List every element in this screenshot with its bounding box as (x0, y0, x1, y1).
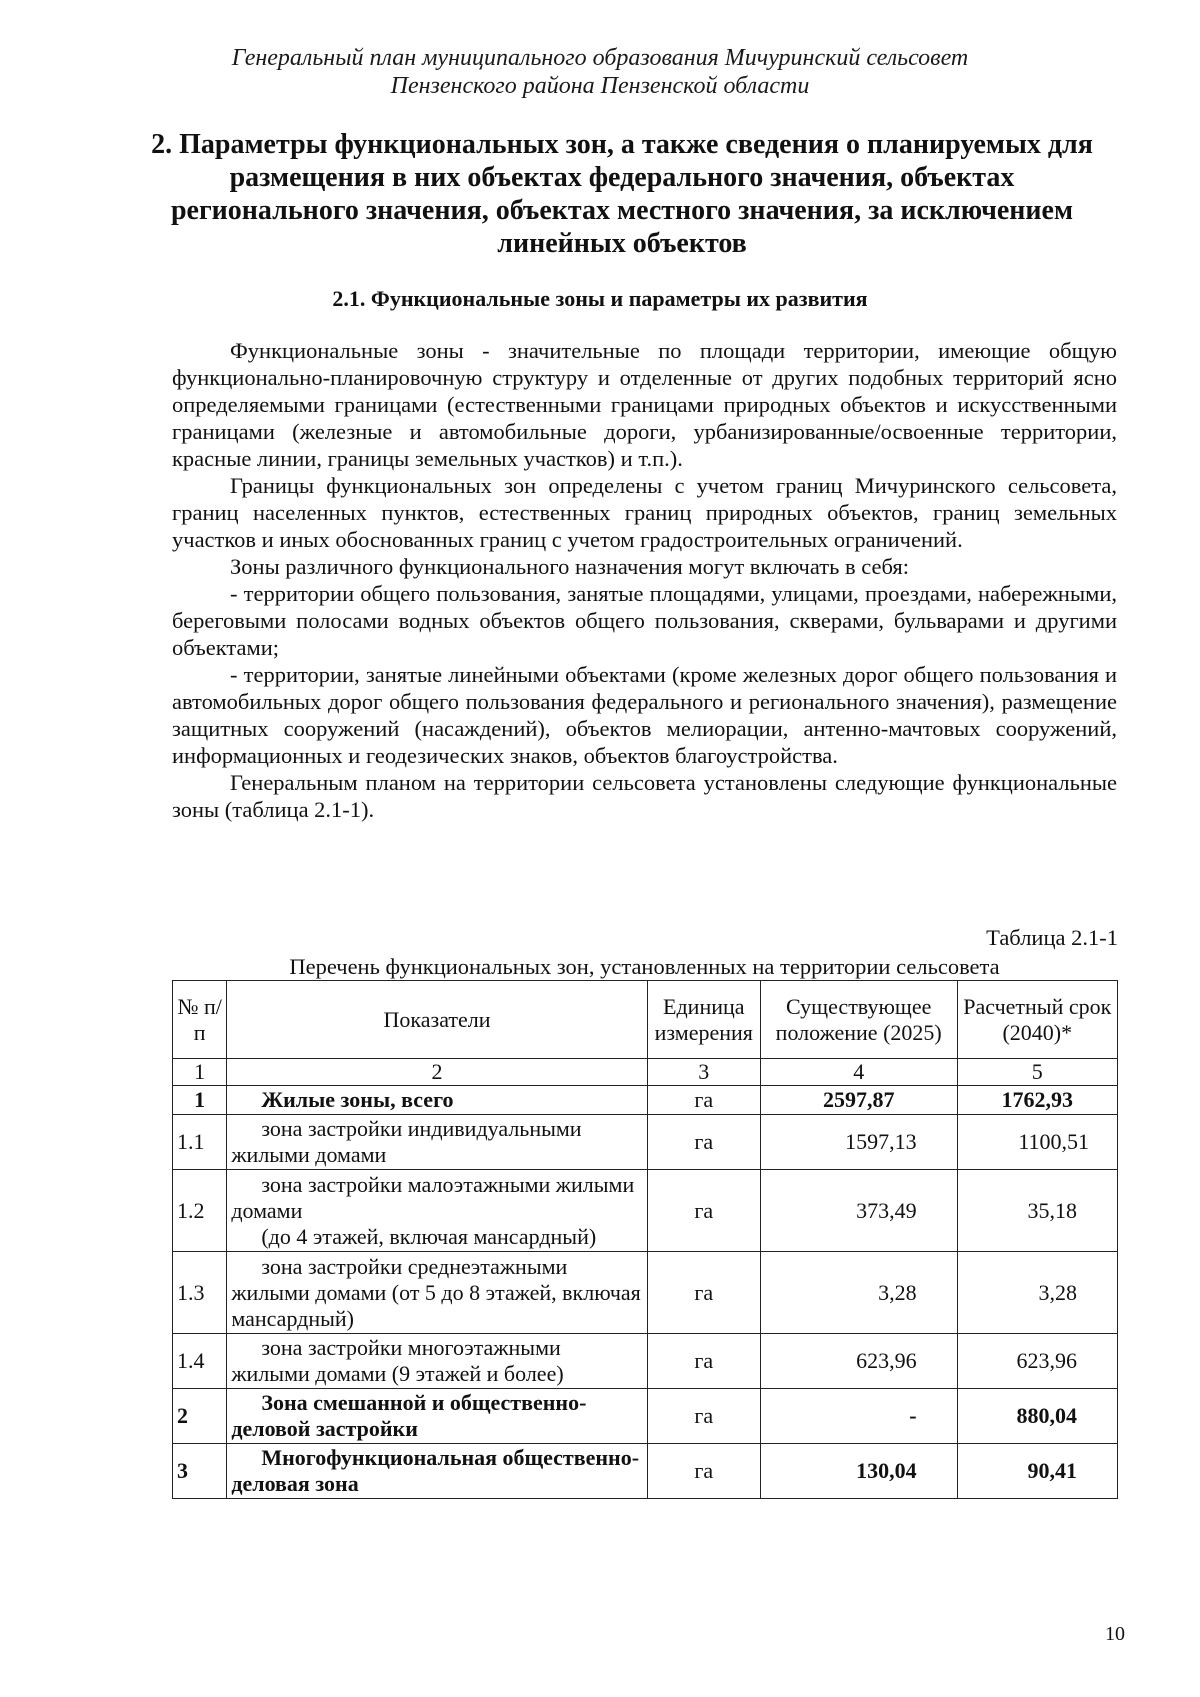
row-planned: 623,96 (957, 1334, 1117, 1389)
table-label: Таблица 2.1-1 (986, 925, 1118, 950)
row-num: 2 (173, 1389, 227, 1444)
table-row (173, 1115, 1118, 1170)
row-unit: га (647, 1389, 760, 1444)
table-row (173, 1252, 1118, 1334)
row-indicator (227, 1334, 647, 1389)
row-planned: 880,04 (957, 1389, 1117, 1444)
paragraph-5: - территории, занятые линейными объектами (кроме железных дорог общего пользования и автомобильных дорог общего пользования федерального и регионального значения), размещение защитных сооружений (насаждений), объектов мелиорации, антенно-мачтовых сооружений, информационных и геодезических знаков, объектов благоустройства. (172, 662, 1117, 768)
document-header (0, 44, 1200, 100)
row-planned: 35,18 (957, 1170, 1117, 1252)
colnum-5: 5 (957, 1059, 1117, 1086)
row-indicator (227, 1115, 647, 1170)
table-row (173, 1444, 1118, 1499)
header-indicator: Показатели (227, 981, 647, 1059)
row-indicator (227, 1086, 647, 1115)
row-indicator-text: зона застройки малоэтажными жилыми домами (231, 1171, 635, 1223)
row-indicator-text: Жилые зоны, всего (261, 1087, 454, 1112)
paragraph-3: Зоны различного функционального назначения могут включать в себя: (230, 554, 909, 579)
row-planned: 3,28 (957, 1252, 1117, 1334)
row-indicator-text: зона застройки среднеэтажными жилыми домами (от 5 до 8 этажей, включая мансардный) (231, 1253, 641, 1331)
table-row (173, 1086, 1118, 1115)
row-planned: 1100,51 (957, 1115, 1117, 1170)
paragraph-1: Функциональные зоны - значительные по площади территории, имеющие общую функционально-планировочную структуру и отделенные от других подобных территорий ясно определяемыми границами (естественными границами природных объектов и искусственными границами (железные и автомобильные дороги, урбанизированные/освоенные территории, красные линии, границы земельных участков) и т.п.). (172, 338, 1117, 471)
row-indicator-text: зона застройки многоэтажными жилыми домами (9 этажей и более) (231, 1335, 564, 1386)
table-caption: Перечень функциональных зон, установленных на территории сельсовета (289, 954, 1000, 979)
colnum-2: 2 (227, 1059, 647, 1086)
section-title: 2. Параметры функциональных зон, а также сведения о планируемых для размещения в них объектах федерального значения, объектах регионального значения, объектах местного значения, за исключением линейных объектов (151, 129, 1093, 259)
header-unit: Единица измерения (647, 981, 760, 1059)
paragraph-6: Генеральным планом на территории сельсовета установлены следующие функциональные зоны (таблица 2.1-1). (172, 770, 1117, 822)
row-indicator (227, 1170, 647, 1252)
header-current: Существующее положение (2025) (760, 981, 957, 1059)
row-num: 1.4 (173, 1334, 227, 1389)
row-unit: га (647, 1170, 760, 1252)
row-indicator-text: Зона смешанной и общественно-деловой застройки (231, 1390, 587, 1441)
header-num: № п/п (173, 981, 227, 1059)
colnum-3: 3 (647, 1059, 760, 1086)
row-unit: га (647, 1334, 760, 1389)
colnum-4: 4 (760, 1059, 957, 1086)
row-current: 1597,13 (760, 1115, 957, 1170)
row-current: 373,49 (760, 1170, 957, 1252)
column-numbers-row (173, 1059, 1118, 1086)
row-indicator (227, 1252, 647, 1334)
row-indicator-text: зона застройки индивидуальными жилыми домами (231, 1116, 582, 1167)
colnum-1: 1 (173, 1059, 227, 1086)
row-num: 1.1 (173, 1115, 227, 1170)
row-indicator (227, 1444, 647, 1499)
body-text (172, 337, 1117, 823)
row-unit: га (647, 1115, 760, 1170)
row-planned: 1762,93 (957, 1086, 1117, 1115)
row-unit: га (647, 1252, 760, 1334)
row-current: 2597,87 (760, 1086, 957, 1115)
row-indicator (227, 1389, 647, 1444)
row-current: 130,04 (760, 1444, 957, 1499)
table-row (173, 1334, 1118, 1389)
table-row (173, 1170, 1118, 1252)
row-num: 3 (173, 1444, 227, 1499)
header-line-2: Пензенского района Пензенской области (390, 73, 810, 99)
paragraph-2: Границы функциональных зон определены с учетом границ Мичуринского сельсовета, границ населенных пунктов, естественных границ природных объектов, границ земельных участков и иных обоснованных границ с учетом градостроительных ограничений. (172, 473, 1117, 552)
row-num: 1 (173, 1086, 227, 1115)
row-num: 1.2 (173, 1170, 227, 1252)
row-indicator-text: Многофункциональная общественно-деловая зона (231, 1445, 640, 1496)
row-indicator-note: (до 4 этажей, включая мансардный) (261, 1223, 597, 1249)
row-num: 1.3 (173, 1252, 227, 1334)
header-planned: Расчетный срок (2040)* (957, 981, 1117, 1059)
row-unit: га (647, 1444, 760, 1499)
header-line-1: Генеральный план муниципального образования Мичуринский сельсовет (231, 45, 969, 71)
table-row (173, 1389, 1118, 1444)
row-current: - (760, 1389, 957, 1444)
row-unit: га (647, 1086, 760, 1115)
row-planned: 90,41 (957, 1444, 1117, 1499)
row-current: 3,28 (760, 1252, 957, 1334)
paragraph-4: - территории общего пользования, занятые площадями, улицами, проездами, набережными, береговыми полосами водных объектов общего пользования, скверами, бульварами и другими объектами; (172, 581, 1117, 660)
row-current: 623,96 (760, 1334, 957, 1389)
page-number: 10 (1105, 1623, 1125, 1645)
table-header-row (173, 981, 1118, 1059)
zones-table (172, 980, 1118, 1499)
subsection-title: 2.1. Функциональные зоны и параметры их развития (332, 286, 868, 311)
